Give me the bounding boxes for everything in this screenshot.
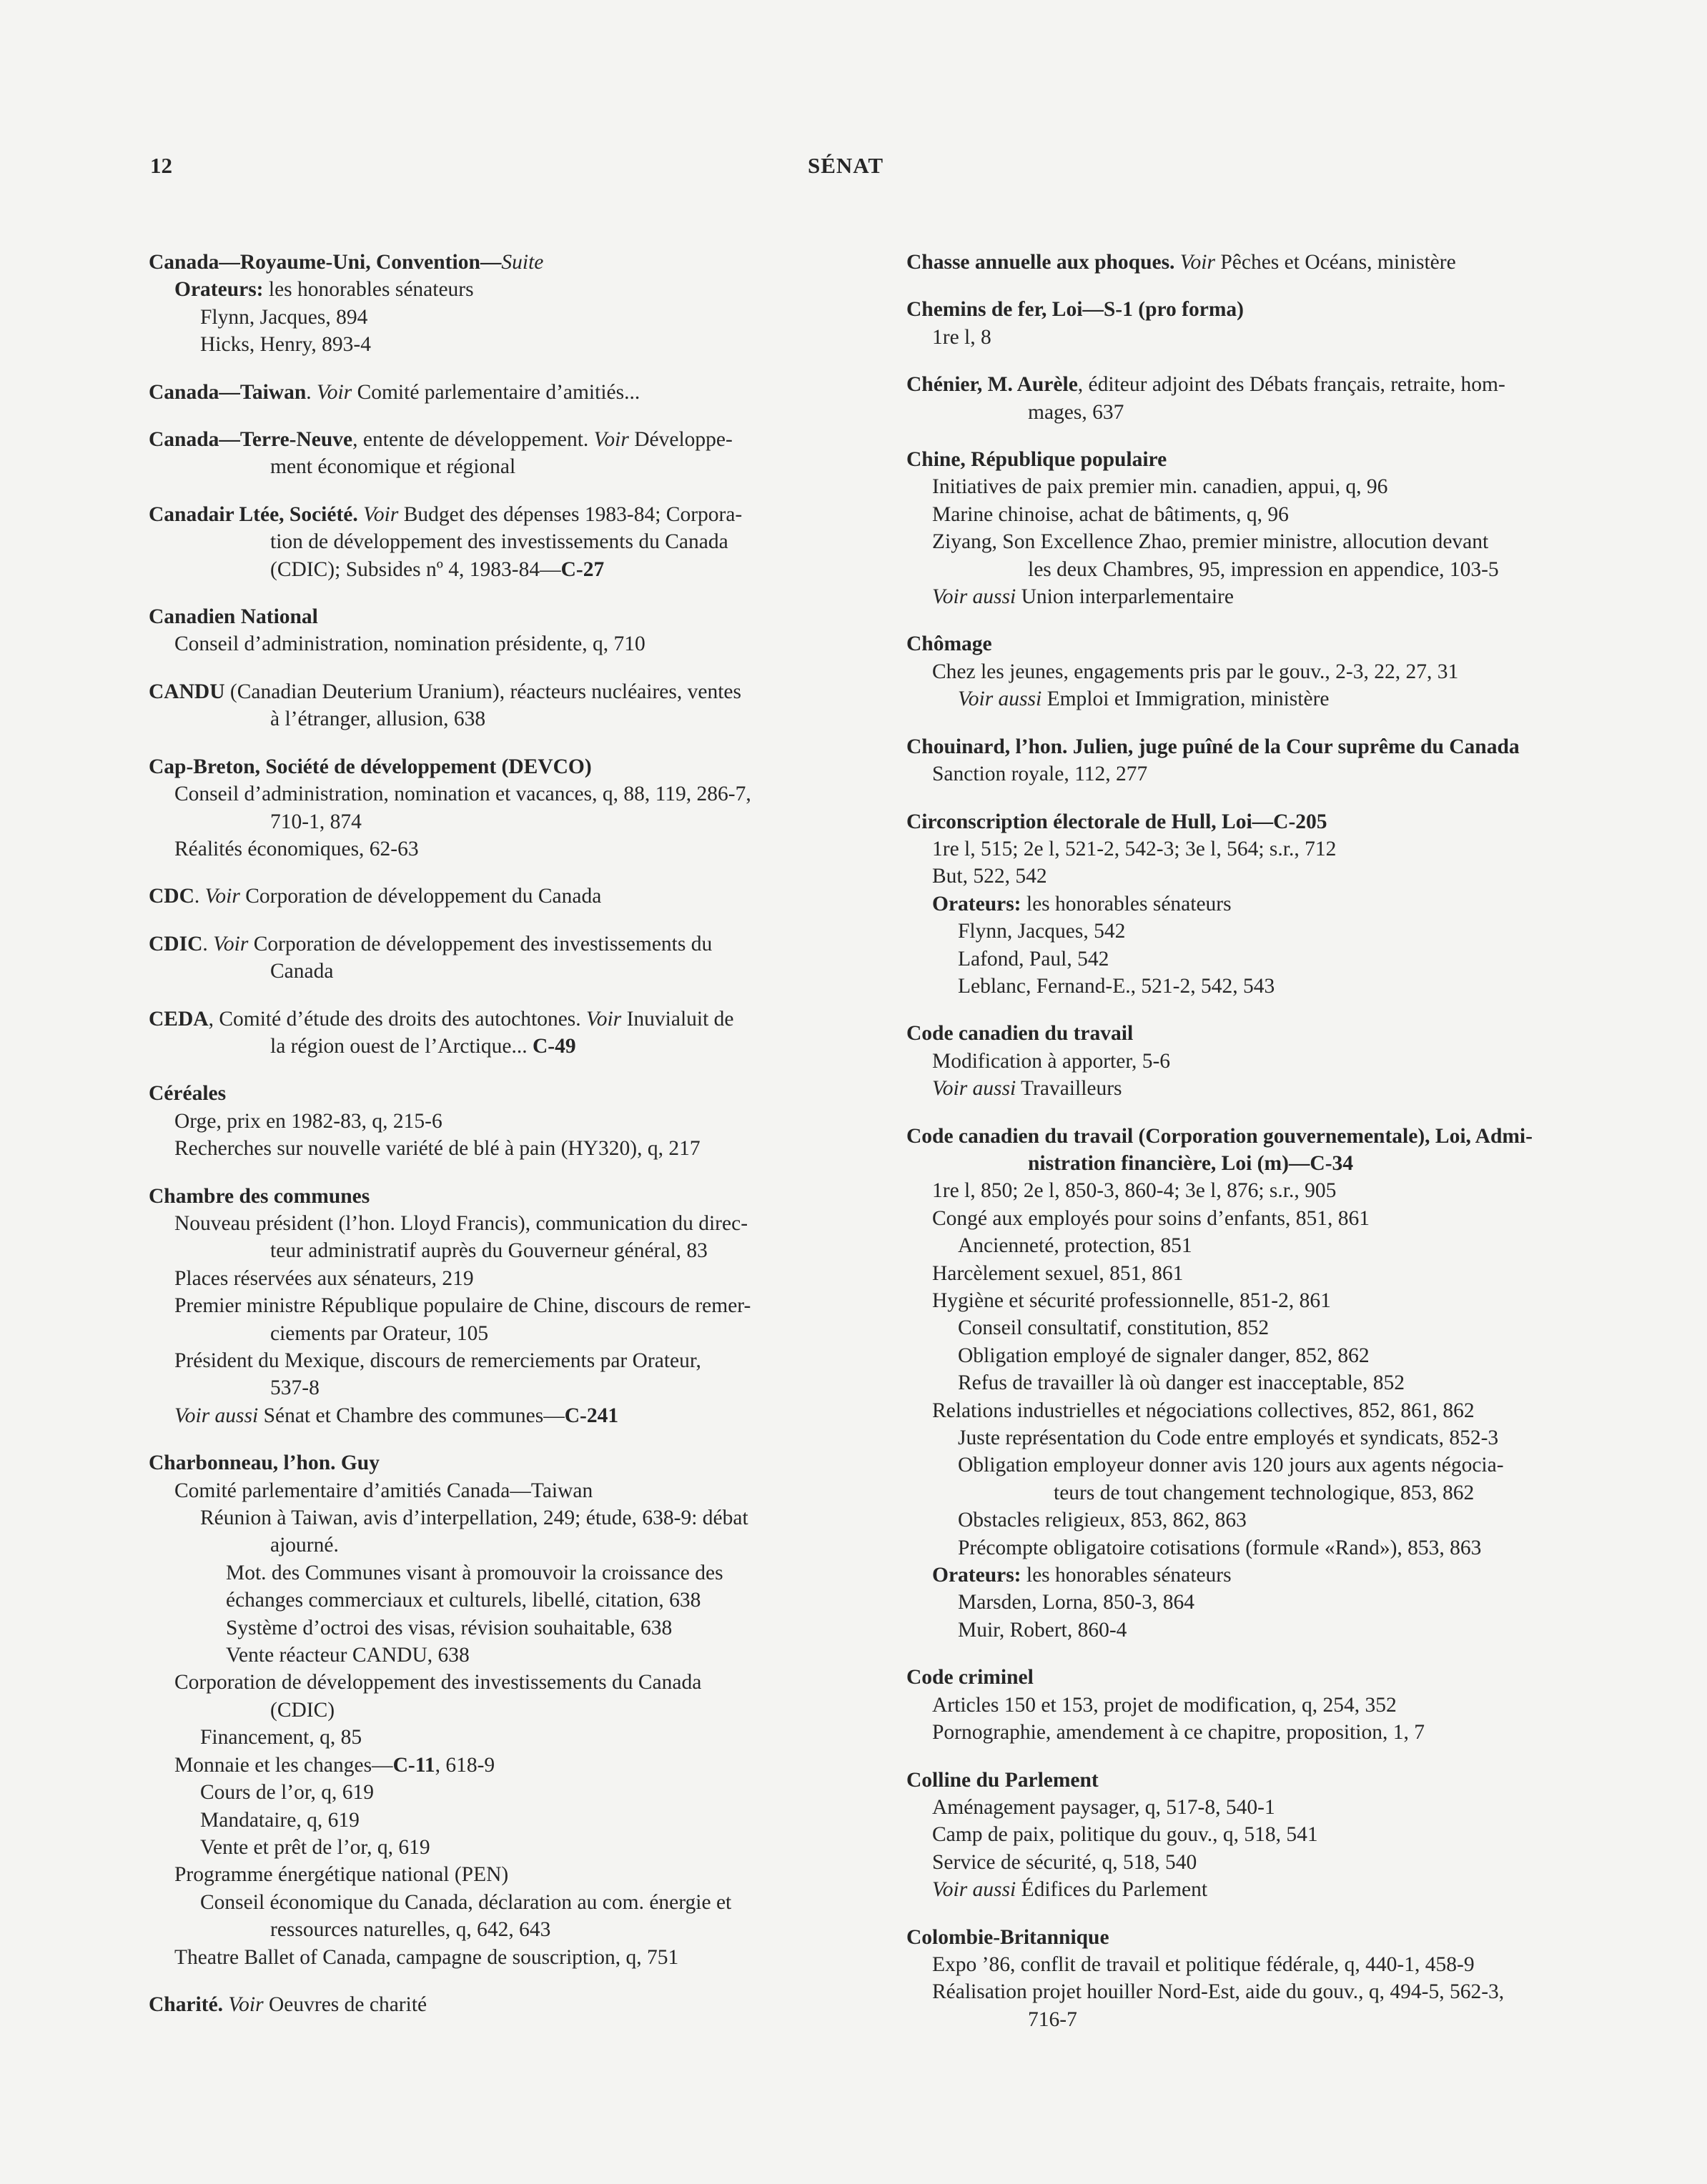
index-text: Theatre Ballet of Canada, campagne de souscription, q, 751 bbox=[174, 1945, 679, 1969]
index-text: Chouinard, l’hon. Julien, juge puîné de la Cour suprême du Canada bbox=[906, 735, 1520, 758]
index-text: ment économique et régional bbox=[270, 455, 516, 479]
index-text: Flynn, Jacques, 542 bbox=[958, 920, 1126, 943]
index-subentry-line bbox=[906, 890, 1630, 918]
index-text: ciements par Orateur, 105 bbox=[270, 1321, 489, 1345]
index-text: Précompte obligatoire cotisations (formule «Rand»), 853, 863 bbox=[958, 1536, 1482, 1559]
index-text: nistration financière, Loi (m)—C-34 bbox=[1028, 1151, 1354, 1175]
index-text: Canada bbox=[270, 960, 334, 983]
index-subentry-line bbox=[149, 835, 872, 863]
index-text: mages, 637 bbox=[1028, 400, 1124, 424]
index-text: C-27 bbox=[560, 557, 605, 581]
index-entry bbox=[149, 1449, 872, 1971]
index-text: (Canadian Deuterium Uranium), réacteurs nucléaires, ventes bbox=[224, 680, 741, 703]
index-text: Voir aussi bbox=[932, 1077, 1016, 1101]
index-text: Céréales bbox=[149, 1082, 227, 1106]
index-text: Obligation employé de signaler danger, 852, 862 bbox=[958, 1344, 1370, 1367]
index-text: Voir bbox=[317, 380, 352, 404]
index-text: Colline du Parlement bbox=[906, 1768, 1099, 1792]
index-text: Marsden, Lorna, 850-3, 864 bbox=[958, 1591, 1194, 1614]
index-subentry-line bbox=[906, 918, 1630, 945]
index-heading-line bbox=[149, 883, 872, 910]
index-text: Places réservées aux sénateurs, 219 bbox=[174, 1266, 474, 1290]
index-text: Congé aux employés pour soins d’enfants, 851, 861 bbox=[932, 1206, 1370, 1230]
index-subentry-line bbox=[906, 528, 1630, 555]
index-subentry-line bbox=[149, 1347, 872, 1374]
index-subentry-line bbox=[149, 1374, 872, 1401]
index-subentry-line bbox=[906, 1369, 1630, 1396]
index-subentry-line bbox=[906, 473, 1630, 500]
index-subentry-line bbox=[906, 1177, 1630, 1204]
index-text: (CDIC); Subsides nº 4, 1983-84— bbox=[270, 557, 561, 581]
index-subentry-line bbox=[906, 1849, 1630, 1876]
index-heading-line bbox=[149, 1449, 872, 1476]
index-subentry-line bbox=[149, 1477, 872, 1504]
index-heading-line bbox=[906, 1767, 1630, 1794]
index-text: , Comité d’étude des droits des autochtones. bbox=[208, 1007, 587, 1031]
index-entry bbox=[906, 1123, 1630, 1644]
index-text: Lafond, Paul, 542 bbox=[958, 947, 1109, 971]
index-entry bbox=[149, 678, 872, 733]
index-text: Suite bbox=[501, 251, 544, 274]
index-text: Voir bbox=[586, 1007, 622, 1031]
index-subentry-line bbox=[149, 1889, 872, 1916]
index-text: . bbox=[202, 932, 214, 955]
index-text: teurs de tout changement technologique, 853, 862 bbox=[1054, 1481, 1475, 1504]
index-subentry-line bbox=[906, 1534, 1630, 1562]
index-entry bbox=[906, 808, 1630, 1001]
index-heading-line bbox=[906, 630, 1630, 657]
index-subentry-line bbox=[149, 1210, 872, 1237]
index-subentry-line bbox=[906, 1978, 1630, 2005]
index-text: Nouveau président (l’hon. Lloyd Francis), communication du direc- bbox=[174, 1211, 748, 1235]
index-text: Leblanc, Fernand-E., 521-2, 542, 543 bbox=[958, 974, 1275, 998]
index-text: Relations industrielles et négociations collectives, 852, 861, 862 bbox=[932, 1399, 1475, 1422]
index-text: Réalités économiques, 62-63 bbox=[174, 837, 419, 860]
index-text: Conseil d’administration, nomination et vacances, q, 88, 119, 286-7, bbox=[174, 783, 751, 806]
index-subentry-line bbox=[149, 1697, 872, 1724]
index-text: Corporation de développement des investissements du Canada bbox=[174, 1671, 702, 1694]
index-subentry-line bbox=[906, 1150, 1630, 1177]
index-heading-line bbox=[906, 446, 1630, 473]
index-text: Mot. des Communes visant à promouvoir la croissance des bbox=[226, 1561, 723, 1584]
index-text: Chine, République populaire bbox=[906, 448, 1167, 472]
index-entry bbox=[149, 753, 872, 863]
index-subentry-line bbox=[149, 1532, 872, 1559]
index-subentry-line bbox=[906, 1075, 1630, 1102]
index-subentry-line bbox=[149, 528, 872, 555]
index-text: Édifices du Parlement bbox=[1016, 1878, 1208, 1902]
index-subentry-line bbox=[906, 1287, 1630, 1314]
index-text: les honorables sénateurs bbox=[263, 278, 474, 302]
index-subentry-line bbox=[149, 1292, 872, 1319]
index-subentry-line bbox=[906, 1876, 1630, 1903]
index-text: Refus de travailler là où danger est inacceptable, 852 bbox=[958, 1371, 1405, 1395]
index-entry bbox=[906, 630, 1630, 713]
index-text: Voir bbox=[363, 502, 399, 526]
index-subentry-line bbox=[906, 2006, 1630, 2033]
index-text: Président du Mexique, discours de remerciements par Orateur, bbox=[174, 1349, 701, 1372]
index-text: Voir bbox=[213, 932, 249, 955]
index-heading-line bbox=[149, 501, 872, 528]
index-subentry-line bbox=[906, 1342, 1630, 1369]
index-text: , 618-9 bbox=[435, 1753, 495, 1777]
index-text: But, 522, 542 bbox=[932, 865, 1047, 888]
index-text: Chez les jeunes, engagements pris par le gouv., 2-3, 22, 27, 31 bbox=[932, 660, 1459, 683]
index-text: Budget des dépenses 1983-84; Corpora- bbox=[398, 502, 743, 526]
index-text: Voir aussi bbox=[932, 585, 1016, 609]
index-text: . bbox=[194, 885, 205, 908]
index-text: les deux Chambres, 95, impression en appendice, 103-5 bbox=[1028, 557, 1499, 581]
index-text: 1re l, 515; 2e l, 521-2, 542-3; 3e l, 564; s.r., 712 bbox=[932, 837, 1337, 860]
index-text: Service de sécurité, q, 518, 540 bbox=[932, 1850, 1197, 1874]
index-subentry-line bbox=[149, 1861, 872, 1888]
index-subentry-line bbox=[149, 331, 872, 358]
index-subentry-line bbox=[149, 1834, 872, 1861]
index-heading-line bbox=[906, 371, 1630, 398]
index-heading-line bbox=[149, 678, 872, 705]
index-text: Comité parlementaire d’amitiés... bbox=[352, 380, 640, 404]
index-text: C-11 bbox=[392, 1753, 435, 1777]
index-text: Aménagement paysager, q, 517-8, 540-1 bbox=[932, 1795, 1275, 1819]
index-subentry-line bbox=[906, 1589, 1630, 1616]
index-subentry-line bbox=[149, 1504, 872, 1532]
index-subentry-line bbox=[906, 1692, 1630, 1719]
index-subentry-line bbox=[149, 808, 872, 835]
index-subentry-line bbox=[149, 1807, 872, 1834]
index-subentry-line bbox=[149, 1944, 872, 1971]
index-text: Voir bbox=[1179, 251, 1215, 274]
index-text: Canadair Ltée, Société. bbox=[149, 502, 358, 526]
index-entry bbox=[906, 1664, 1630, 1746]
index-text: Voir aussi bbox=[174, 1404, 259, 1427]
index-subentry-line bbox=[149, 1265, 872, 1292]
index-subentry-line bbox=[906, 501, 1630, 528]
index-text: Inuvialuit de bbox=[621, 1007, 734, 1031]
index-text: Voir aussi bbox=[932, 1878, 1016, 1902]
index-text: Voir bbox=[204, 885, 240, 908]
index-heading-line bbox=[906, 1123, 1630, 1150]
index-text: Union interparlementaire bbox=[1016, 585, 1234, 609]
index-subentry-line bbox=[906, 1719, 1630, 1746]
index-text: Code canadien du travail bbox=[906, 1022, 1134, 1046]
index-text: Comité parlementaire d’amitiés Canada—Taiwan bbox=[174, 1479, 593, 1502]
index-text: Mandataire, q, 619 bbox=[200, 1808, 360, 1832]
index-subentry-line bbox=[906, 1397, 1630, 1424]
index-subentry-line bbox=[906, 760, 1630, 788]
index-text: Canadien National bbox=[149, 605, 318, 629]
index-subentry-line bbox=[906, 324, 1630, 351]
index-text: Premier ministre République populaire de Chine, discours de remer- bbox=[174, 1294, 751, 1318]
index-text: ressources naturelles, q, 642, 643 bbox=[270, 1918, 551, 1942]
index-column-right bbox=[906, 249, 1630, 2053]
index-text: Flynn, Jacques, 894 bbox=[200, 305, 368, 329]
index-text: Canada—Taiwan bbox=[149, 380, 307, 404]
index-text: ajourné. bbox=[270, 1534, 339, 1557]
index-subentry-line bbox=[149, 1587, 872, 1614]
index-text: Orge, prix en 1982-83, q, 215-6 bbox=[174, 1109, 442, 1133]
index-text: Réunion à Taiwan, avis d’interpellation, 249; étude, 638-9: débat bbox=[200, 1507, 748, 1530]
index-text: Conseil d’administration, nomination présidente, q, 710 bbox=[174, 632, 645, 656]
index-heading-line bbox=[149, 1991, 872, 2018]
index-entry bbox=[149, 379, 872, 406]
index-text: Programme énergétique national (PEN) bbox=[174, 1863, 509, 1887]
index-text: Juste représentation du Code entre employés et syndicats, 852-3 bbox=[958, 1426, 1499, 1450]
index-text: Financement, q, 85 bbox=[200, 1726, 362, 1749]
index-heading-line bbox=[149, 603, 872, 630]
index-entry bbox=[149, 1991, 872, 2018]
index-text: CANDU bbox=[149, 680, 225, 703]
index-heading-line bbox=[149, 1183, 872, 1210]
index-text: Obstacles religieux, 853, 862, 863 bbox=[958, 1509, 1247, 1532]
index-text: Monnaie et les changes— bbox=[174, 1753, 393, 1777]
index-subentry-line bbox=[149, 304, 872, 331]
index-text: 537-8 bbox=[270, 1376, 320, 1400]
index-subentry-line bbox=[906, 1314, 1630, 1341]
index-subentry-line bbox=[906, 1451, 1630, 1479]
index-subentry-line bbox=[906, 863, 1630, 890]
index-entry bbox=[149, 426, 872, 481]
index-text: Charbonneau, l’hon. Guy bbox=[149, 1451, 380, 1475]
index-subentry-line bbox=[149, 1033, 872, 1060]
index-text: . bbox=[306, 380, 317, 404]
index-subentry-line bbox=[149, 958, 872, 985]
index-subentry-line bbox=[149, 556, 872, 583]
index-text: Vente et prêt de l’or, q, 619 bbox=[200, 1835, 430, 1859]
index-entry bbox=[149, 883, 872, 910]
index-heading-line bbox=[149, 1006, 872, 1033]
index-text: Colombie-Britannique bbox=[906, 1925, 1109, 1949]
index-text: C-241 bbox=[564, 1404, 619, 1427]
index-entry bbox=[149, 1183, 872, 1430]
index-text: Système d’octroi des visas, révision souhaitable, 638 bbox=[226, 1616, 673, 1639]
index-subentry-line bbox=[906, 1424, 1630, 1451]
index-text: Cours de l’or, q, 619 bbox=[200, 1781, 374, 1805]
index-heading-line bbox=[149, 930, 872, 958]
index-text: , entente de développement. bbox=[352, 428, 594, 452]
index-text: Chemins de fer, Loi—S-1 (pro forma) bbox=[906, 298, 1244, 322]
index-text: Code canadien du travail (Corporation gouvernementale), Loi, Admi- bbox=[906, 1124, 1533, 1148]
index-subentry-line bbox=[906, 1821, 1630, 1848]
index-subentry-line bbox=[906, 1794, 1630, 1821]
index-subentry-line bbox=[149, 1916, 872, 1943]
index-text: (CDIC) bbox=[270, 1698, 335, 1722]
index-text: Recherches sur nouvelle variété de blé à pain (HY320), q, 217 bbox=[174, 1137, 701, 1161]
index-text: Circonscription électorale de Hull, Loi—C-205 bbox=[906, 810, 1327, 833]
index-heading-line bbox=[906, 1020, 1630, 1047]
index-heading-line bbox=[149, 426, 872, 453]
index-heading-line bbox=[906, 808, 1630, 835]
index-subentry-line bbox=[906, 1951, 1630, 1978]
index-text: 716-7 bbox=[1028, 2007, 1077, 2031]
index-text: Chasse annuelle aux phoques. bbox=[906, 251, 1175, 274]
index-text bbox=[1174, 251, 1179, 274]
index-text: , éditeur adjoint des Débats français, retraite, hom- bbox=[1077, 373, 1505, 397]
index-text: Vente réacteur CANDU, 638 bbox=[226, 1644, 470, 1667]
index-subentry-line bbox=[149, 1402, 872, 1429]
index-entry bbox=[906, 296, 1630, 351]
index-text: Corporation de développement des investissements du bbox=[248, 932, 713, 955]
index-heading-line bbox=[906, 1664, 1630, 1691]
index-subentry-line bbox=[149, 1614, 872, 1642]
index-text: Corporation de développement du Canada bbox=[239, 885, 602, 908]
index-subentry-line bbox=[906, 1562, 1630, 1589]
index-subentry-line bbox=[906, 835, 1630, 863]
index-text: les honorables sénateurs bbox=[1021, 1564, 1232, 1587]
index-entry bbox=[149, 1080, 872, 1162]
index-subentry-line bbox=[906, 399, 1630, 426]
index-heading-line bbox=[149, 249, 872, 276]
index-subentry-line bbox=[906, 1260, 1630, 1287]
index-text: Camp de paix, politique du gouv., q, 518, 541 bbox=[932, 1823, 1318, 1847]
index-subentry-line bbox=[906, 1205, 1630, 1232]
index-text: tion de développement des investissements du Canada bbox=[270, 530, 728, 554]
index-subentry-line bbox=[906, 556, 1630, 583]
index-text: Pêches et Océans, ministère bbox=[1214, 251, 1456, 274]
index-text: Orateurs: bbox=[932, 892, 1021, 915]
index-subentry-line bbox=[149, 1752, 872, 1779]
index-text: échanges commerciaux et culturels, libellé, citation, 638 bbox=[226, 1589, 701, 1612]
index-text: Orateurs: bbox=[932, 1564, 1021, 1587]
index-text: 1re l, 850; 2e l, 850-3, 860-4; 3e l, 876; s.r., 905 bbox=[932, 1179, 1337, 1203]
index-subentry-line bbox=[149, 1108, 872, 1135]
index-entry bbox=[149, 249, 872, 359]
index-text: Voir bbox=[228, 1992, 264, 2016]
index-text: Marine chinoise, achat de bâtiments, q, 96 bbox=[932, 502, 1289, 526]
index-text: teur administratif auprès du Gouverneur général, 83 bbox=[270, 1239, 708, 1263]
index-text: Hygiène et sécurité professionnelle, 851-2, 861 bbox=[932, 1289, 1331, 1312]
index-column-left bbox=[149, 249, 872, 2038]
index-subentry-line bbox=[149, 1237, 872, 1264]
page-header: SÉNAT bbox=[808, 153, 884, 178]
index-subentry-line bbox=[906, 658, 1630, 685]
index-heading-line bbox=[906, 249, 1630, 276]
index-text: CDC bbox=[149, 885, 194, 908]
index-entry bbox=[149, 501, 872, 583]
index-text: Voir aussi bbox=[958, 688, 1042, 711]
index-subentry-line bbox=[906, 685, 1630, 713]
index-text: Obligation employeur donner avis 120 jours aux agents négocia- bbox=[958, 1454, 1504, 1477]
index-text: la région ouest de l’Arctique... bbox=[270, 1034, 533, 1058]
index-text: Chômage bbox=[906, 632, 992, 656]
index-subentry-line bbox=[906, 1479, 1630, 1507]
index-text: Orateurs: bbox=[174, 278, 264, 302]
index-entry bbox=[906, 1020, 1630, 1102]
index-subentry-line bbox=[149, 276, 872, 303]
index-text: C-49 bbox=[533, 1034, 576, 1058]
index-entry bbox=[906, 249, 1630, 276]
index-text: Sanction royale, 112, 277 bbox=[932, 763, 1148, 786]
index-text: Code criminel bbox=[906, 1666, 1034, 1689]
index-heading-line bbox=[906, 1924, 1630, 1951]
index-text: Harcèlement sexuel, 851, 861 bbox=[932, 1261, 1184, 1285]
index-text: 1re l, 8 bbox=[932, 325, 991, 349]
index-entry bbox=[906, 446, 1630, 610]
index-text: Développe- bbox=[628, 428, 733, 452]
index-text: Canada—Terre-Neuve bbox=[149, 428, 353, 452]
index-heading-line bbox=[906, 733, 1630, 760]
index-text: Travailleurs bbox=[1016, 1077, 1122, 1101]
index-text: les honorables sénateurs bbox=[1021, 892, 1232, 915]
index-text: Conseil économique du Canada, déclaration au com. énergie et bbox=[200, 1890, 732, 1914]
index-text: Réalisation projet houiller Nord-Est, aide du gouv., q, 494-5, 562-3, bbox=[932, 1980, 1505, 2004]
index-entry bbox=[149, 603, 872, 658]
index-heading-line bbox=[149, 379, 872, 406]
index-text: Articles 150 et 153, projet de modification, q, 254, 352 bbox=[932, 1693, 1397, 1717]
index-subentry-line bbox=[149, 453, 872, 480]
index-text: Chambre des communes bbox=[149, 1184, 370, 1208]
index-subentry-line bbox=[149, 780, 872, 808]
index-text: Conseil consultatif, constitution, 852 bbox=[958, 1316, 1270, 1340]
index-heading-line bbox=[906, 296, 1630, 323]
index-subentry-line bbox=[906, 945, 1630, 973]
index-subentry-line bbox=[149, 1559, 872, 1587]
index-text: CEDA bbox=[149, 1007, 209, 1031]
index-text: Sénat et Chambre des communes— bbox=[258, 1404, 565, 1427]
index-subentry-line bbox=[906, 1617, 1630, 1644]
index-heading-line bbox=[149, 1080, 872, 1107]
index-entry bbox=[906, 371, 1630, 426]
index-subentry-line bbox=[906, 1507, 1630, 1534]
index-text: Hicks, Henry, 893-4 bbox=[200, 333, 371, 357]
index-subentry-line bbox=[149, 1135, 872, 1162]
index-subentry-line bbox=[149, 1724, 872, 1751]
index-text: Oeuvres de charité bbox=[263, 1992, 427, 2016]
index-text: Expo ’86, conflit de travail et politique fédérale, q, 440-1, 458-9 bbox=[932, 1952, 1475, 1976]
index-subentry-line bbox=[906, 1232, 1630, 1259]
index-subentry-line bbox=[149, 1779, 872, 1806]
index-text: Emploi et Immigration, ministère bbox=[1041, 688, 1330, 711]
index-text: Cap-Breton, Société de développement (DEVCO) bbox=[149, 755, 592, 778]
index-text: Voir bbox=[593, 428, 629, 452]
index-text: Initiatives de paix premier min. canadien, appui, q, 96 bbox=[932, 475, 1388, 499]
index-entry bbox=[906, 733, 1630, 788]
index-text: Ziyang, Son Excellence Zhao, premier ministre, allocution devant bbox=[932, 530, 1489, 554]
index-text: Muir, Robert, 860-4 bbox=[958, 1618, 1127, 1642]
index-text: Charité. bbox=[149, 1992, 224, 2016]
index-entry bbox=[149, 930, 872, 986]
index-text: Chénier, M. Aurèle bbox=[906, 373, 1078, 397]
index-text: CDIC bbox=[149, 932, 203, 955]
index-entry bbox=[906, 1924, 1630, 2034]
page-number: 12 bbox=[150, 153, 172, 178]
index-text: Modification à apporter, 5-6 bbox=[932, 1049, 1171, 1073]
index-subentry-line bbox=[906, 583, 1630, 610]
index-text: Ancienneté, protection, 851 bbox=[958, 1234, 1192, 1258]
index-entry bbox=[906, 1767, 1630, 1904]
index-subentry-line bbox=[149, 1642, 872, 1669]
index-subentry-line bbox=[149, 630, 872, 657]
index-subentry-line bbox=[149, 1669, 872, 1696]
index-entry bbox=[149, 1006, 872, 1061]
index-subentry-line bbox=[149, 705, 872, 733]
index-subentry-line bbox=[906, 1048, 1630, 1075]
index-text: à l’étranger, allusion, 638 bbox=[270, 708, 486, 731]
index-text: Canada—Royaume-Uni, Convention— bbox=[149, 251, 502, 274]
index-text: 710-1, 874 bbox=[270, 810, 362, 833]
index-heading-line bbox=[149, 753, 872, 780]
index-subentry-line bbox=[149, 1320, 872, 1347]
index-text: Pornographie, amendement à ce chapitre, proposition, 1, 7 bbox=[932, 1721, 1425, 1744]
index-subentry-line bbox=[906, 973, 1630, 1000]
